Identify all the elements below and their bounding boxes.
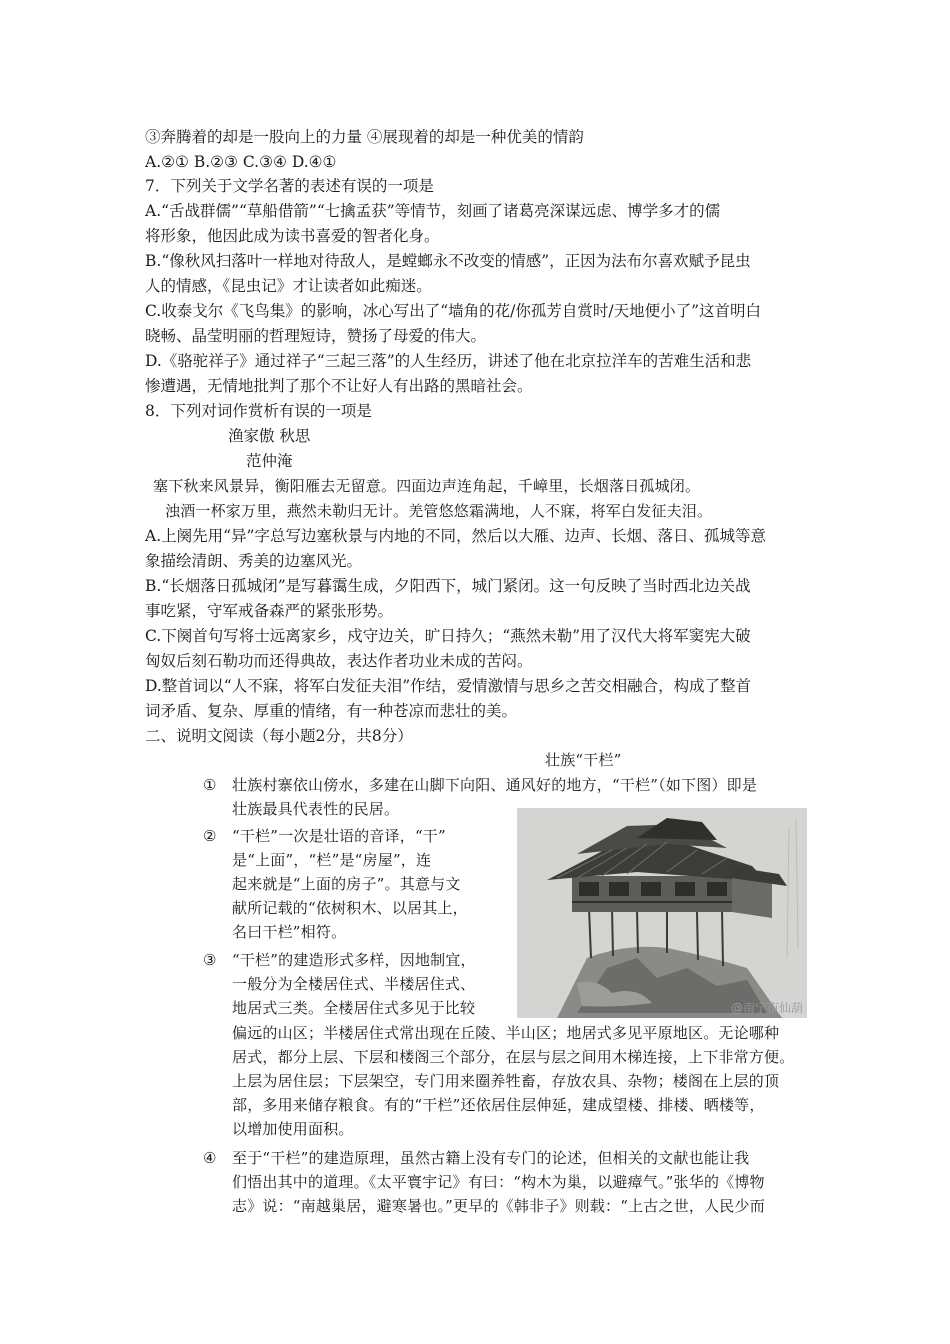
paragraph-4-line-3: 志》说：“南越巢居，避寒暑也。”更早的《韩非子》则载：“上古之世，人民少而 xyxy=(232,1197,765,1215)
q7-option-c-line1: C.收泰戈尔《飞鸟集》的影响，冰心写出了“墙角的花/你孤芳自赏时/天地便小了”这首明白 xyxy=(145,302,762,320)
paragraph-2-line-1: “干栏”一次是壮语的音译，“干” xyxy=(232,827,446,845)
paragraph-1-line-2: 壮族最具代表性的民居。 xyxy=(232,800,400,818)
paragraph-2-line-2: 是“上面”，“栏”是“房屋”，连 xyxy=(232,851,432,869)
q7-stem: 7．下列关于文学名著的表述有误的一项是 xyxy=(145,177,434,195)
q8-option-b-line1: B.“长烟落日孤城闭”是写暮霭生成，夕阳西下，城门紧闭。这一句反映了当时西北边关战 xyxy=(145,577,751,595)
q7-option-a-line1: A.“舌战群儒”“草船借箭”“七擒孟获”等情节，刻画了诸葛亮深谋远虑、博学多才的儒 xyxy=(145,202,721,220)
q7-option-d-line1: D.《骆驼祥子》通过祥子“三起三落”的人生经历，讲述了他在北京拉洋车的苦难生活和悲 xyxy=(145,352,752,370)
q8-stem: 8．下列对词作赏析有误的一项是 xyxy=(145,402,372,420)
paragraph-4-line-2: 们悟出其中的道理。《太平寰宇记》有曰：“构木为巢，以避瘴气。”张华的《博物 xyxy=(232,1173,765,1191)
q7-option-b-line1: B.“像秋风扫落叶一样地对待敌人，是螳螂永不改变的情感”，正因为法布尔喜欢赋予昆虫 xyxy=(145,252,751,270)
ganlan-house-photo xyxy=(517,808,807,1018)
q6-options: A.②① B.②③ C.③④ D.④① xyxy=(145,153,337,171)
q7-option-c-line2: 晓畅、晶莹明丽的哲理短诗，赞扬了母爱的伟大。 xyxy=(145,327,487,345)
q8-option-a-line2: 象描绘清朗、秀美的边塞风光。 xyxy=(145,552,363,570)
paragraph-3-line-7: 部，多用来储存粮食。有的“干栏”还依居住层伸延，建成望楼、排楼、晒楼等， xyxy=(232,1096,765,1114)
paragraph-3-line-3: 地居式三类。全楼居住式多见于比较 xyxy=(232,999,476,1017)
paragraph-2-line-5: 名曰干栏”相符。 xyxy=(232,923,347,941)
poem-line-1: 塞下秋来风景异，衡阳雁去无留意。四面边声连角起，千嶂里，长烟落日孤城闭。 xyxy=(153,477,701,495)
poem-author: 范仲淹 xyxy=(246,452,293,470)
q7-option-a-line2: 将形象，他因此成为读书喜爱的智者化身。 xyxy=(145,227,440,245)
q8-option-c-line2: 匈奴后刻石勒功而还得典故，表达作者功业未成的苦闷。 xyxy=(145,652,533,670)
q8-option-d-line2: 词矛盾、复杂、厚重的情绪，有一种苍凉而悲壮的美。 xyxy=(145,702,518,720)
paragraph-2-line-4: 献所记载的“依树积木、以居其上， xyxy=(232,899,468,917)
q7-option-b-line2: 人的情感，《昆虫记》才让读者如此痴迷。 xyxy=(145,277,432,295)
q7-option-d-line2: 惨遭遇，无情地批判了那个不让好人有出路的黑暗社会。 xyxy=(145,377,533,395)
poem-title: 渔家傲 秋思 xyxy=(228,427,311,445)
paragraph-3-line-2: 一般分为全楼居住式、半楼居住式、 xyxy=(232,975,476,993)
section-heading: 二、说明文阅读（每小题2分，共8分） xyxy=(145,727,413,745)
ganlan-house-illustration xyxy=(517,808,807,1018)
q8-option-c-line1: C.下阕首句写将士远离家乡，戍守边关，旷日持久；“燕然未勒”用了汉代大将军窦宪大破 xyxy=(145,627,751,645)
paragraph-3-line-1: “干栏”的建造形式多样，因地制宜， xyxy=(232,951,476,969)
paragraph-number-3: ③ xyxy=(203,951,217,969)
paragraph-2-line-3: 起来就是“上面的房子”。其意与文 xyxy=(232,875,461,893)
q8-option-b-line2: 事吃紧，守军戒备森严的紧张形势。 xyxy=(145,602,394,620)
q8-option-a-line1: A.上阕先用“异”字总写边塞秋景与内地的不同，然后以大雁、边声、长烟、落日、孤城等意 xyxy=(145,527,766,545)
paragraph-number-4: ④ xyxy=(203,1149,217,1167)
paragraph-3-line-5: 居式，都分上层、下层和楼阁三个部分，在层与层之间用木梯连接，上下非常方便。 xyxy=(232,1048,795,1066)
photo-watermark: @南宁市仙葫 xyxy=(730,1001,803,1015)
paragraph-3-line-6: 上层为居住层；下层架空，专门用来圈养牲畜，存放农具、杂物；楼阁在上层的顶 xyxy=(232,1072,780,1090)
paragraph-3-line-4: 偏远的山区；半楼居住式常出现在丘陵、半山区；地居式多见平原地区。无论哪种 xyxy=(232,1024,780,1042)
paragraph-number-2: ② xyxy=(203,827,217,845)
paragraph-4-line-1: 至于“干栏”的建造原理，虽然古籍上没有专门的论述，但相关的文献也能让我 xyxy=(232,1149,750,1167)
paragraph-1-line-1: 壮族村寨依山傍水，多建在山脚下向阳、通风好的地方，“干栏”（如下图）即是 xyxy=(232,776,758,794)
paragraph-3-line-8: 以增加使用面积。 xyxy=(232,1120,354,1138)
paragraph-number-1: ① xyxy=(203,776,217,794)
q6-choice-line: ③奔腾着的却是一股向上的力量 ④展现着的却是一种优美的情韵 xyxy=(145,128,584,146)
poem-line-2: 浊酒一杯家万里，燕然未勒归无计。羌管悠悠霜满地，人不寐，将军白发征夫泪。 xyxy=(165,502,713,520)
article-title: 壮族“干栏” xyxy=(545,751,622,769)
q8-option-d-line1: D.整首词以“人不寐，将军白发征夫泪”作结，爱情激情与思乡之苦交相融合，构成了整首 xyxy=(145,677,752,695)
